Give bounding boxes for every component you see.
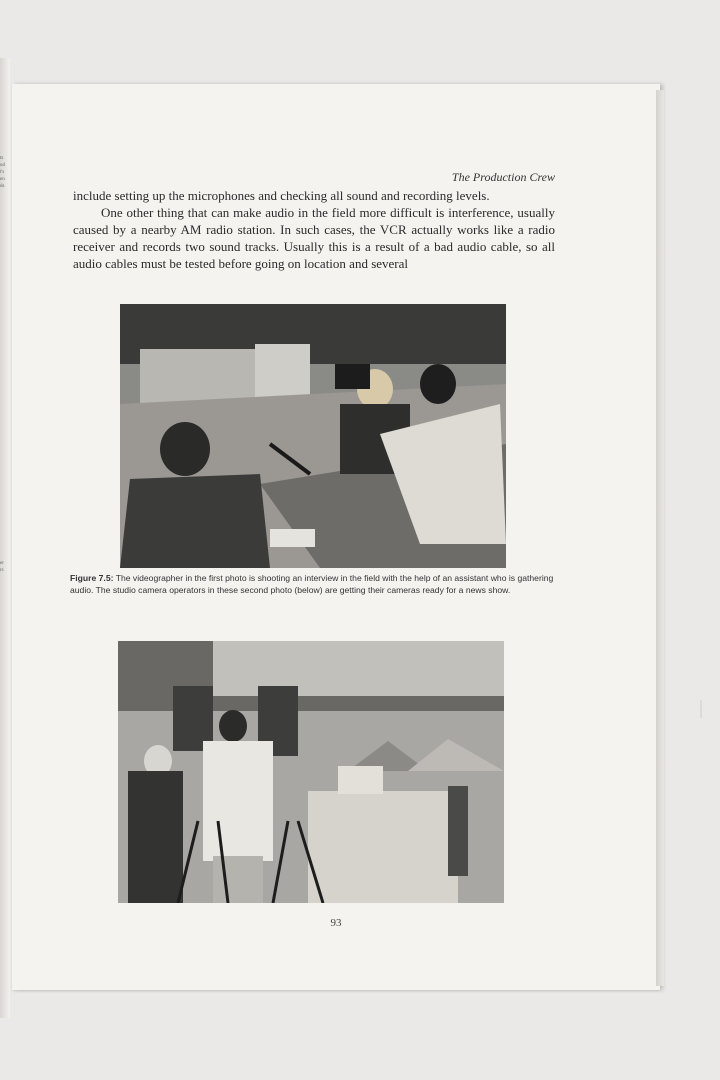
background-mark xyxy=(700,700,702,718)
previous-page-margin-text: ts ud t's en ds xyxy=(0,156,5,189)
paragraph-interference: One other thing that can make audio in the field more difficult is interference, usually caused by a nearby AM radio station. In such cases, the VCR actually works like a radio receiver and records two sound tracks. Usually this is a result of a bad audio cable, so all audio cables must be tested before going on location and several xyxy=(73,205,555,271)
studio-cameras-photo xyxy=(118,641,504,903)
book-page xyxy=(12,84,660,990)
page-number: 93 xyxy=(330,917,342,929)
previous-page-edge xyxy=(0,58,10,1018)
previous-page-margin-text-2: er rs xyxy=(0,561,4,573)
field-interview-photo xyxy=(120,304,506,568)
figure-caption xyxy=(70,573,560,596)
figure-caption-text: The videographer in the first photo is shooting an interview in the field with the help of an assistant who is gathering audio. The studio camera operators in these second photo (below) are getting their cameras ready for a news show. xyxy=(70,573,554,595)
page-stack-edge xyxy=(656,90,664,986)
running-head: The Production Crew xyxy=(451,170,555,184)
paragraph-continuation: include setting up the microphones and checking all sound and recording levels. xyxy=(73,188,490,203)
figure-label: Figure 7.5: xyxy=(70,573,114,583)
body-text xyxy=(73,187,555,272)
